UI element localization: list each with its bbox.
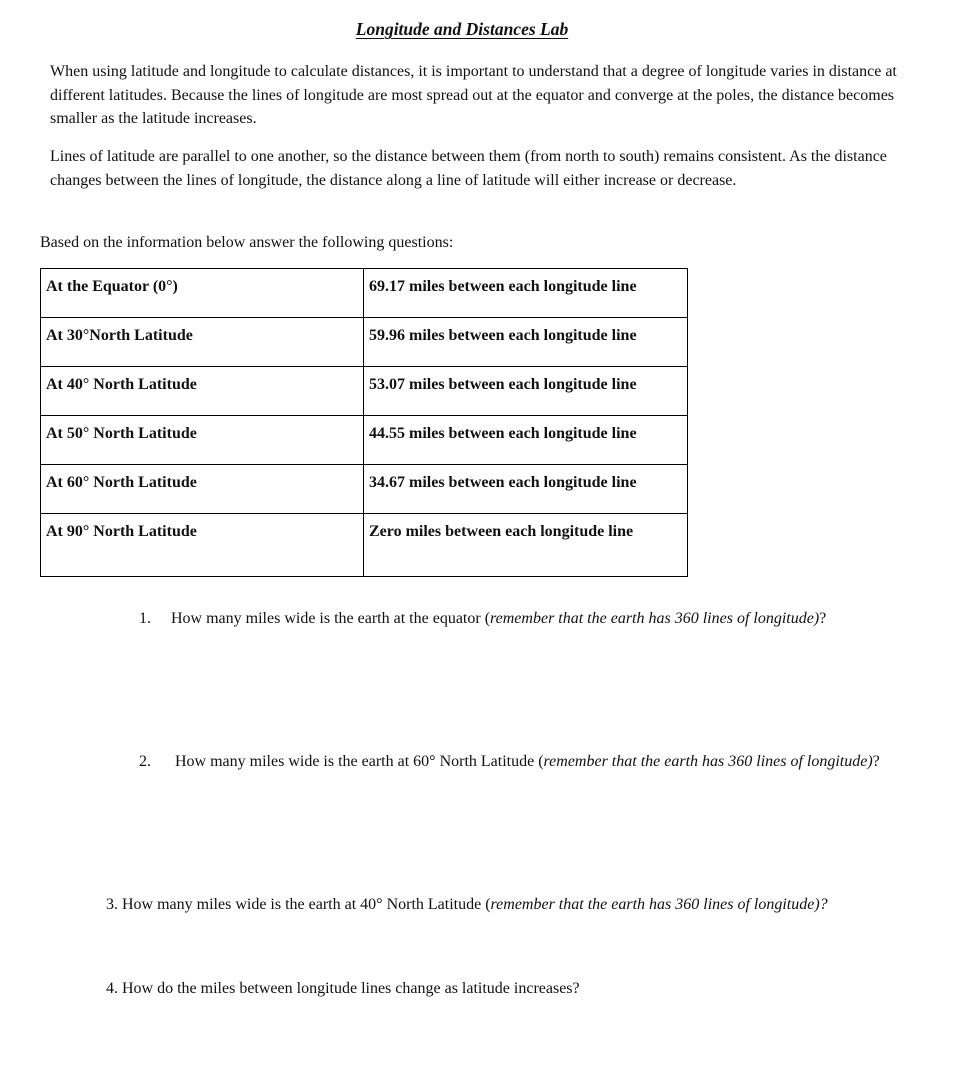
question-text: How many miles wide is the earth at 60° North Latitude (remember that the earth has 360 lines of longitude)? (175, 753, 880, 770)
table-row (41, 269, 688, 318)
question-text: How many miles wide is the earth at the equator (remember that the earth has 360 lines of longitude)? (171, 610, 827, 627)
table-row (41, 514, 688, 577)
question-number: 3. (106, 896, 118, 913)
latitude-cell: At 60° North Latitude (41, 465, 364, 514)
distance-cell: Zero miles between each longitude line (364, 514, 688, 577)
latitude-cell: At 50° North Latitude (41, 416, 364, 465)
question-number: 4. (106, 980, 118, 997)
question-3 (106, 893, 866, 917)
intro-paragraph-longitude: When using latitude and longitude to calculate distances, it is important to understand that a degree of longitude varies in distance at different latitudes. Because the lines of longitude are most spread out at the equator and converge at the poles, the distance becomes smaller as the latitude increases. (50, 63, 897, 127)
latitude-distance-table (40, 268, 688, 577)
table-row (41, 367, 688, 416)
distance-cell: 69.17 miles between each longitude line (364, 269, 688, 318)
question-text: How many miles wide is the earth at 40° North Latitude ( (122, 896, 491, 913)
intro-paragraph-latitude: Lines of latitude are parallel to one another, so the distance between them (from north to south) remains consistent. As the distance changes between the lines of longitude, the distance along a line of latitude will either increase or decrease. (50, 148, 887, 189)
table-row (41, 465, 688, 514)
distance-cell: 44.55 miles between each longitude line (364, 416, 688, 465)
distance-cell: 59.96 miles between each longitude line (364, 318, 688, 367)
latitude-cell: At the Equator (0°) (41, 269, 364, 318)
page-title: Longitude and Distances Lab (355, 19, 569, 39)
table-row (41, 318, 688, 367)
latitude-cell: At 40° North Latitude (41, 367, 364, 416)
question-text: How do the miles between longitude lines change as latitude increases? (122, 980, 580, 997)
question-1 (139, 607, 839, 631)
question-2 (139, 750, 899, 774)
table-row (41, 416, 688, 465)
distance-cell: 53.07 miles between each longitude line (364, 367, 688, 416)
question-italic-text: remember that the earth has 360 lines of longitude)? (490, 896, 828, 913)
distance-cell: 34.67 miles between each longitude line (364, 465, 688, 514)
latitude-cell: At 90° North Latitude (41, 514, 364, 577)
instructions-text: Based on the information below answer the following questions: (40, 234, 454, 251)
question-number: 2. (139, 753, 151, 770)
question-number: 1. (139, 610, 151, 627)
latitude-cell: At 30°North Latitude (41, 318, 364, 367)
question-4 (106, 977, 866, 1001)
